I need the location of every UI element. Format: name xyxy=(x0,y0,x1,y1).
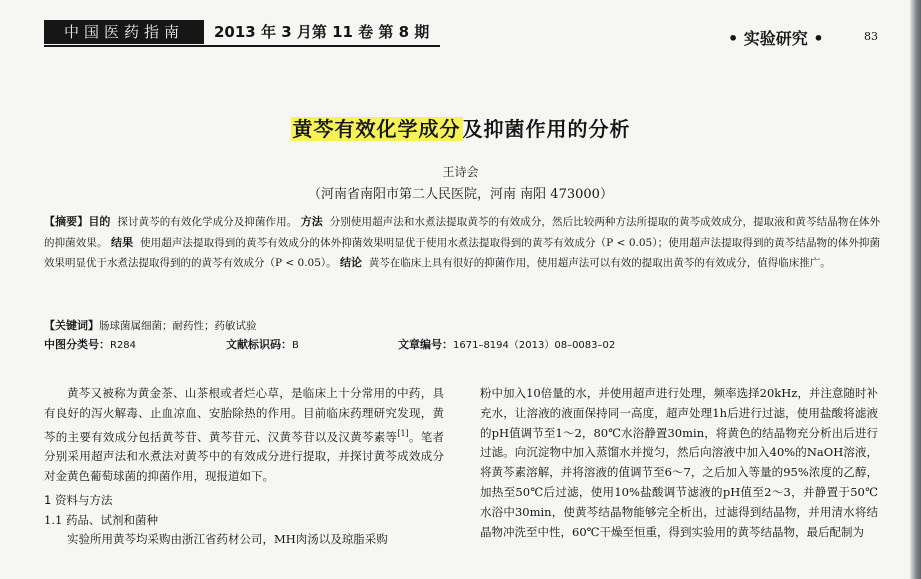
doc-value: B xyxy=(292,340,299,351)
article-label: 文章编号： xyxy=(398,338,453,351)
clc-number xyxy=(44,336,136,352)
scan-edge xyxy=(910,0,921,579)
intro-text: 黄芩又被称为黄金茶、山茶根或者烂心草，是临床上十分常用的中药，具有良好的泻火解毒、止血凉血、安胎除热的作用。目前临床药理研究发现，黄芩的主要有效成分包括黄芩苷、黄芩苷元、汉黄芩苷以及汉黄芩素等 xyxy=(44,386,444,444)
intro-paragraph xyxy=(44,384,444,487)
doc-label: 文献标识码： xyxy=(226,338,292,351)
clc-label: 中图分类号： xyxy=(44,338,110,351)
results-text: 使用超声法提取得到的黄芩有效成分的体外抑菌效果明显优于使用水煮法提取得到的黄芩有效成分（P < 0.05）；使用超声法提取得到的黄芩结晶物的体外抑菌效果明显优于水煮法提取得到的的黄芩有效成分（P < 0.05）。 xyxy=(44,236,881,269)
body-left-column xyxy=(44,384,444,550)
journal-name-banner: 中国医药指南 xyxy=(44,20,204,44)
section-label: • 实验研究 • xyxy=(728,29,824,48)
section-1-1-heading: 1.1 药品、试剂和菌种 xyxy=(44,512,158,527)
conclusion-label: 结论 xyxy=(340,256,363,269)
author: 王诗会 xyxy=(442,165,479,179)
intro-tail: 。笔者分别采用超声法和水煮法对黄芩中的有效成分进行提取，并探讨黄芩成效成分对金黄色葡萄球菌的抑菌作用，现报道如下。 xyxy=(44,429,445,484)
materials-paragraph: 实验所用黄芩均采购由浙江省药材公司，MH肉汤以及琼脂采购 xyxy=(67,532,388,547)
affiliation: （河南省南阳市第二人民医院，河南 南阳 473000） xyxy=(308,187,613,202)
methods-label: 方法 xyxy=(300,215,323,228)
doc-code xyxy=(226,336,299,352)
title-highlighted: 黄芩有效化学成分 xyxy=(292,117,461,141)
methods-text: 分别使用超声法和水煮法提取黄芩的有效成分，然后比较两种方法所提取的黄芩成效成分，提取液和黄芩结晶物在体外的抑菌效果。 xyxy=(44,216,881,249)
results-label: 结果 xyxy=(111,235,134,249)
article-value: 1671–8194（2013）08–0083–02 xyxy=(453,340,616,351)
conclusion-text: 黄芩在临床上具有很好的抑菌作用，使用超声法可以有效的提取出黄芩的有效成分，值得临床推广。 xyxy=(368,257,831,269)
keywords-text: 肠球菌属细菌；耐药性；药敏试验 xyxy=(99,320,257,332)
clc-value: R284 xyxy=(110,340,137,351)
keywords-label: 【关键词】 xyxy=(44,319,99,332)
abstract xyxy=(44,212,880,274)
keywords xyxy=(44,317,257,333)
article-number xyxy=(398,336,615,352)
body-right-column xyxy=(480,384,878,542)
objective-label: 目的 xyxy=(88,215,111,228)
header-rule xyxy=(44,45,440,47)
issue-info: 2013 年 3 月第 11 卷 第 8 期 xyxy=(214,23,430,41)
abstract-label: 【摘要】 xyxy=(44,215,89,228)
method-paragraph: 粉中加入10倍量的水，并使用超声进行处理，频率选择20kHz，并注意随时补充水，让溶液的液面保持同一高度，超声处理1h后进行过滤，使用盐酸将滤液的pH值调节至1～2，80℃水浴静置30min，将黄色的结晶物充分析出后进行过滤。向沉淀物中加入蒸馏水并搅匀，然后向溶液中加入40%的NaOH溶液，将黄芩素溶解，并将溶液的值调节至6～7，之后加入等量的95%浓度的乙醇，加热至50℃后过滤，使用10%盐酸调节滤液的pH值至2～3，并静置于50℃水浴中30min，使黄芩结晶物能够完全析出，过滤得到结晶物，并用清水将结晶物冲洗至中性，60℃干燥至恒重，得到实验用的黄芩结晶物，最后配制为 xyxy=(480,386,878,539)
title-rest: 及抑菌作用的分析 xyxy=(462,117,631,141)
objective-text: 探讨黄芩的有效化学成分及抑菌作用。 xyxy=(117,216,298,228)
article-title xyxy=(0,113,921,142)
section-1-heading: 1 资料与方法 xyxy=(44,492,113,507)
page-number: 83 xyxy=(864,30,878,43)
intro-reference: [1] xyxy=(397,428,409,438)
